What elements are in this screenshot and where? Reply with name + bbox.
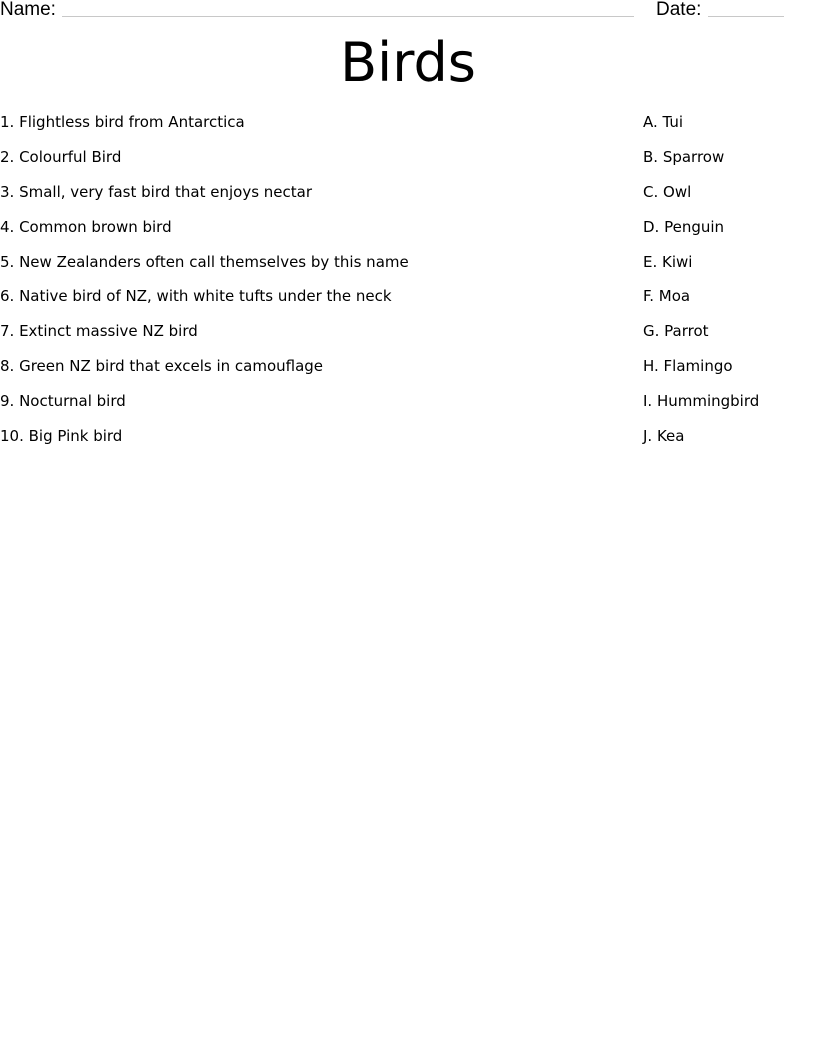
answer-item: A. Tui [643,113,684,131]
clue-item: 1. Flightless bird from Antarctica [0,113,245,131]
answer-item: G. Parrot [643,322,709,341]
clue-item: 9. Nocturnal bird [0,392,126,411]
answer-item: D. Penguin [643,217,725,236]
clue-item: 6. Native bird of NZ, with white tufts under the neck [0,287,392,306]
clue-list [0,112,600,461]
clue-item: 7. Extinct massive NZ bird [0,322,198,341]
clue-item: 5. New Zealanders often call themselves by this name [0,252,409,271]
answer-list [643,112,813,461]
answer-item: C. Owl [643,182,692,201]
answer-item: H. Flamingo [643,357,733,376]
worksheet-header [0,0,816,24]
clue-item: 2. Colourful Bird [0,147,122,166]
answer-item: I. Hummingbird [643,392,760,411]
name-label: Name: [0,0,56,20]
date-label: Date: [656,0,702,20]
answer-item: E. Kiwi [643,252,693,271]
clue-item: 10. Big Pink bird [0,427,123,446]
page-title: Birds [340,31,476,94]
name-blank-line[interactable] [62,16,634,17]
clue-item: 8. Green NZ bird that excels in camouflage [0,357,324,376]
clue-item: 4. Common brown bird [0,217,172,236]
answer-item: F. Moa [643,287,691,306]
answer-item: J. Kea [643,427,685,446]
clue-item: 3. Small, very fast bird that enjoys nectar [0,182,313,201]
answer-item: B. Sparrow [643,147,725,166]
date-blank-line[interactable] [708,16,784,17]
